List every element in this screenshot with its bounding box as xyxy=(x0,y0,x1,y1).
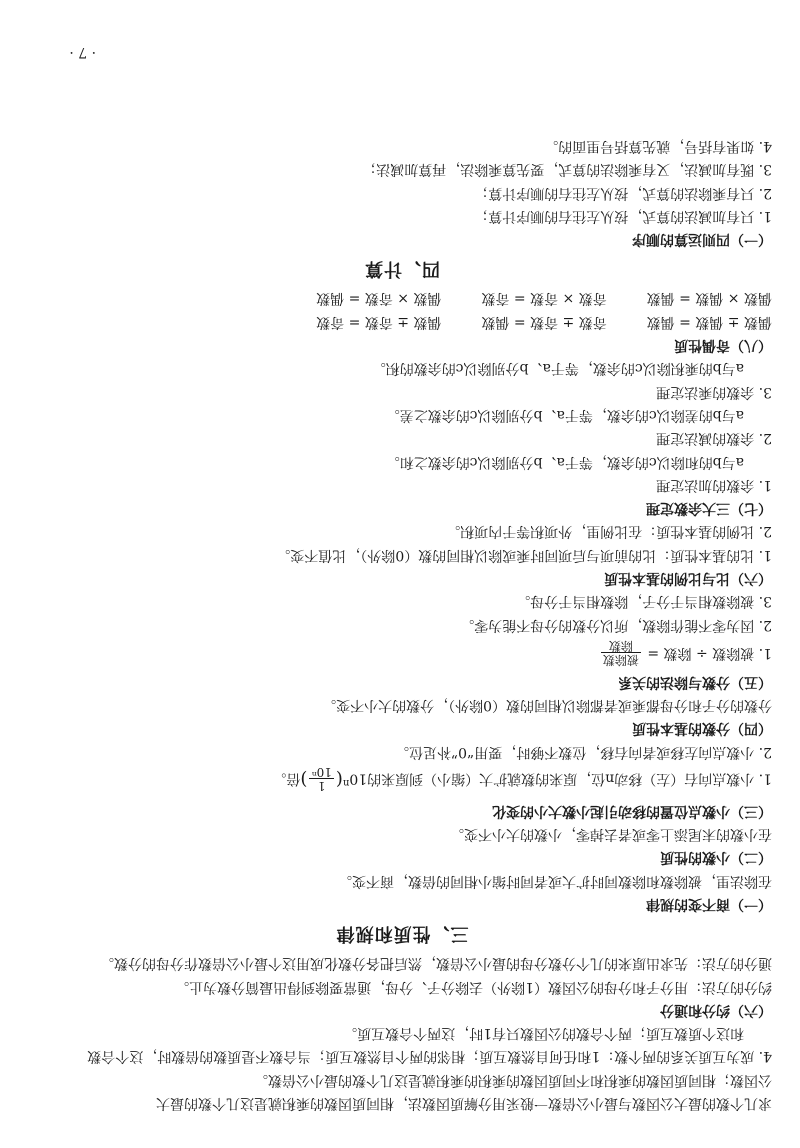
subheading: （八）奇偶性质 xyxy=(674,337,772,354)
text-line: 2. 小数点向左移或者向右移，位数不够时，要用“0”补足位。 xyxy=(394,743,772,760)
text-line: 通分的方法：先求出原来的几个分数分母的最小公倍数，然后把各分数化成用这个最小公倍数作分母的分数。 xyxy=(100,955,772,972)
text-line: 在小数的末尾添上零或者去掉零，小数的大小不变。 xyxy=(450,826,772,843)
text-line: 3. 被除数相当于分子，除数相当于分母。 xyxy=(516,593,772,610)
text-line: 求几个数的最大公因数与最小公倍数一般采用分解质因数法，相同质因数的乘积就是这几个数的最大 xyxy=(156,1095,772,1111)
paren-open: ( xyxy=(335,768,343,790)
text-span: 倍。 xyxy=(272,770,301,787)
parity-rule: 偶数 × 奇数 = 偶数 xyxy=(316,290,442,307)
subheading: （二）小数的性质 xyxy=(660,849,772,866)
section-heading: 三、性质和规律 xyxy=(335,922,469,944)
subheading: （六）约分和通分 xyxy=(660,1001,772,1018)
text-line: 1. 余数的加法定理 xyxy=(656,476,772,493)
superscript: n xyxy=(342,777,350,789)
subheading: （三）小数点位置的移动引起小数大小的变化 xyxy=(492,802,772,819)
text-line: 2. 比例的基本性质：在比例里，外项积等于内项积。 xyxy=(446,523,772,540)
text-line: a与b的和除以c的余数，等于a、b分别除以c的余数之和。 xyxy=(385,453,744,470)
text-line: 3. 余数的乘法定理 xyxy=(656,383,772,400)
text-line: 1. 比的基本性质：比的前项与后项同时乘或除以相同的数（0除外），比值不变。 xyxy=(276,546,772,563)
text-line: 2. 只有乘除法的算式，按从左往右的顺序计算； xyxy=(474,184,772,201)
text-line: 2. 因为零不能作除数，所以分数的分母不能为零。 xyxy=(460,616,772,633)
text-line: 3. 既有加减法，又有乘除法的算式，要先算乘除法，再算加减法； xyxy=(362,161,772,178)
text-line: a与b的差除以c的余数，等于a、b分别除以c的余数之差。 xyxy=(385,406,744,423)
text-line: 2. 余数的减法定理 xyxy=(656,430,772,447)
formula-line xyxy=(32,763,772,799)
subheading: （一）四则运算的顺序 xyxy=(632,231,772,248)
formula-line xyxy=(32,636,772,670)
parity-rule: 偶数 ± 偶数 = 偶数 xyxy=(646,313,772,330)
fraction xyxy=(309,765,333,792)
text-line: 分数的分子和分母都乘或者都除以相同的数（0除外），分数的大小不变。 xyxy=(322,697,772,714)
text-line: 在除法里，被除数和除数同时扩大或者同时缩小相同的倍数，商不变。 xyxy=(338,872,772,889)
text-line: 约分的方法：用分子和分母的公因数（1除外）去除分子、分母，通常要除到得出最简分数为止。 xyxy=(175,978,772,995)
subheading: （七）三大余数定理 xyxy=(646,500,772,517)
parity-row xyxy=(32,286,772,309)
section-heading: 四、计算 xyxy=(364,258,440,280)
parity-rule: 奇数 ± 奇数 = 偶数 xyxy=(481,313,607,330)
parity-rule: 偶数 × 偶数 = 偶数 xyxy=(646,290,772,307)
subheading: （五）分数与除法的关系 xyxy=(618,673,772,690)
parity-row xyxy=(32,309,772,332)
text-span: 1. 被除数 ÷ 除数 = xyxy=(647,644,772,661)
fraction-denominator: 除数 xyxy=(608,639,633,654)
parity-rule: 奇数 × 奇数 = 奇数 xyxy=(481,290,607,307)
text-line: 1. 只有加减法的算式，按从左往右的顺序计算； xyxy=(474,207,772,224)
text-line: 和这个质数互质；两个合数的公因数只有1时，这两个合数互质。 xyxy=(343,1025,744,1042)
text-line: 公因数；相同质因数的乘积和不同质因数的乘积的乘积就是这几个数的最小公倍数。 xyxy=(254,1071,772,1088)
subheading: （四）分数的基本性质 xyxy=(632,720,772,737)
page-number: · 7 · xyxy=(69,44,96,60)
page-content xyxy=(32,134,772,1114)
text-line: 4. 成为互质关系的两个数：1和任何自然数互质；相邻的两个自然数互质；当合数不是质数的倍数时，这个合数 xyxy=(87,1048,772,1065)
text-line: a与b的乘积除以c的余数，等于a、b分别除以c的余数的积。 xyxy=(371,360,744,377)
subheading: （一）商不变的规律 xyxy=(646,895,772,912)
text-span: 1. 小数点向右（左）移动n位，原来的数就扩大（缩小）到原来的10 xyxy=(349,770,772,787)
paren-close: ) xyxy=(300,768,308,790)
fraction xyxy=(601,639,641,666)
fraction-denominator: 10ⁿ xyxy=(311,765,332,780)
text-line: 4. 如果有括号，就先算括号里面的。 xyxy=(544,137,772,154)
fraction-numerator: 1 xyxy=(309,778,333,792)
parity-rule: 偶数 ± 奇数 = 奇数 xyxy=(316,313,442,330)
fraction-numerator: 被除数 xyxy=(602,653,639,668)
subheading: （六）比与比例的基本性质 xyxy=(604,570,772,586)
